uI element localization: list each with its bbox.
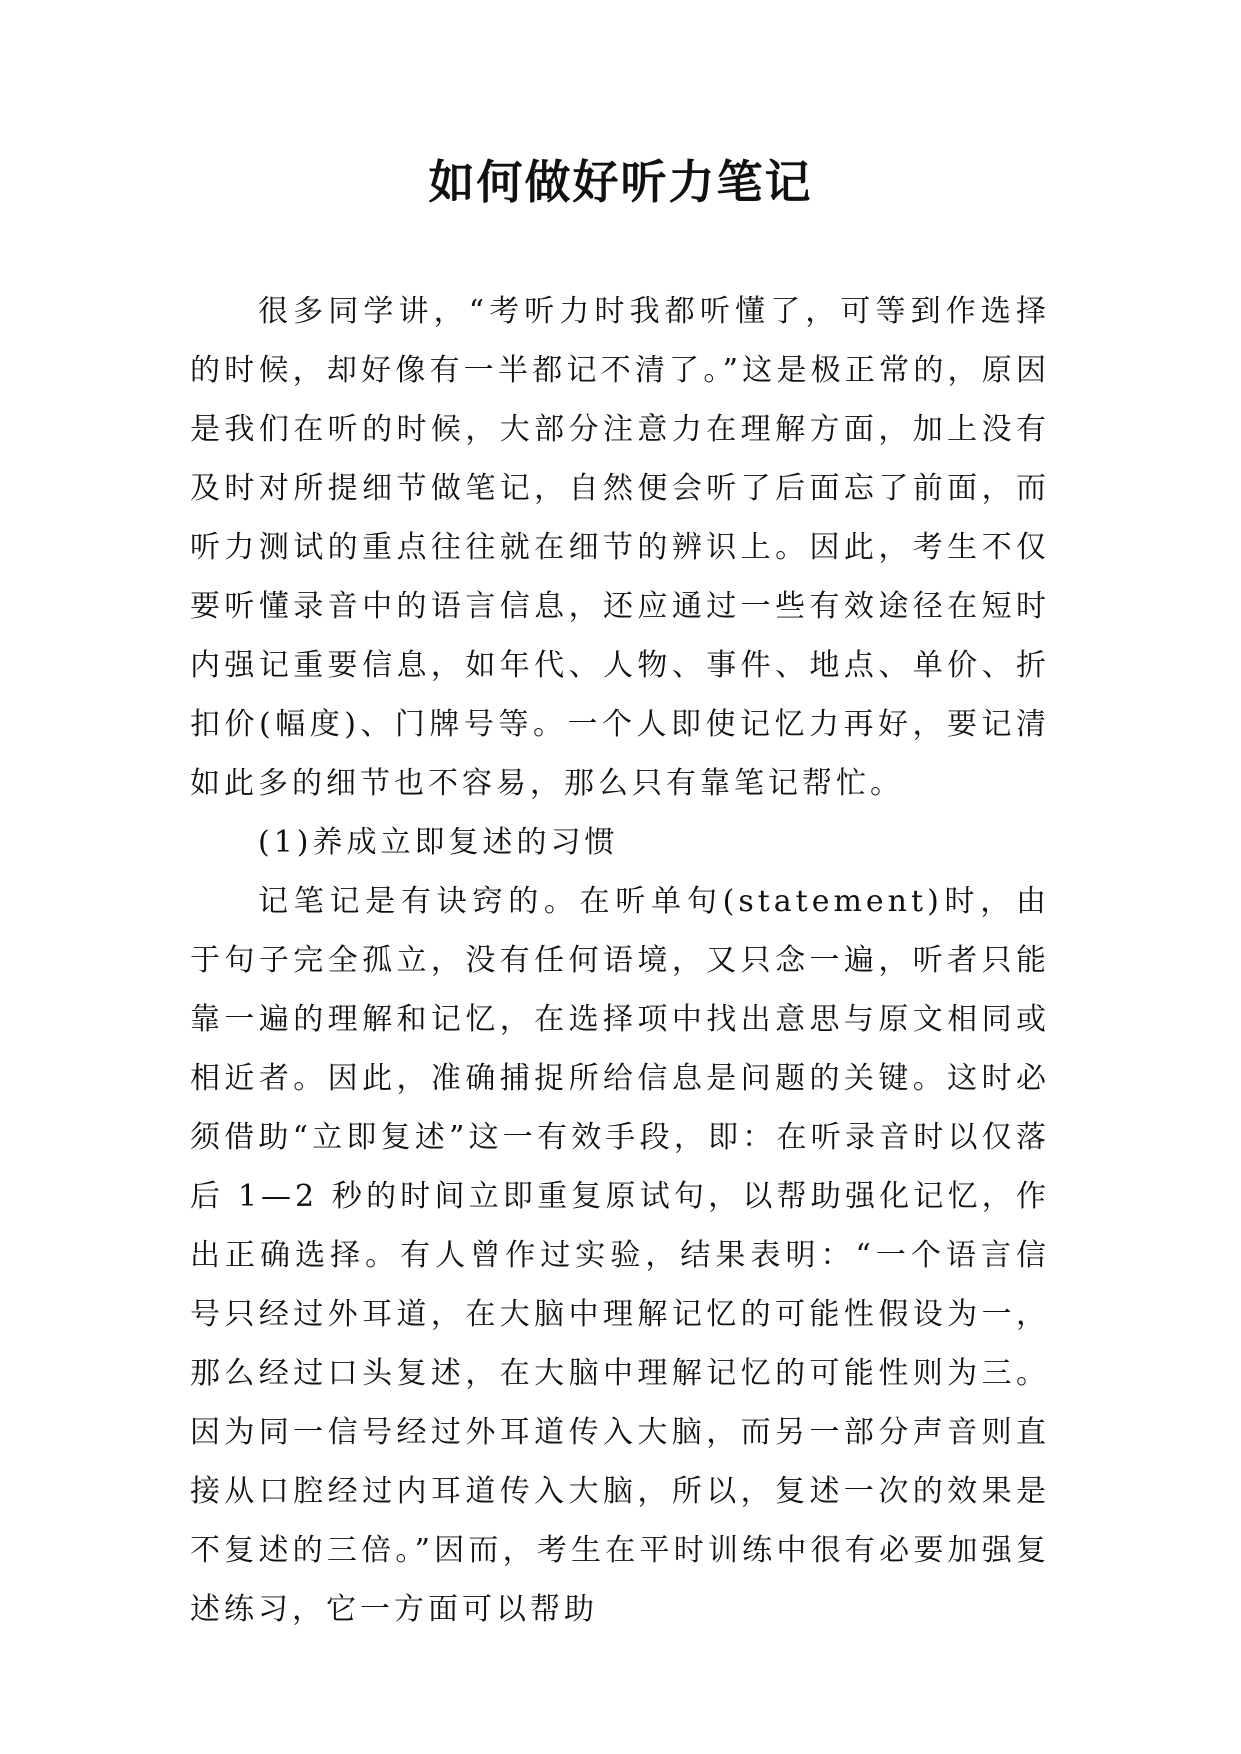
paragraph-note-taking: 记笔记是有诀窍的。在听单句(statement)时，由于句子完全孤立，没有任何语境，又只念一遍，听者只能靠一遍的理解和记忆，在选择项中找出意思与原文相同或相近者。因此，准确捕捉所给信息是问题的关键。这时必须借助“立即复述”这一有效手段，即：在听录音时以仅落后 1—2 秒的时间立即重复原试句，以帮助强化记忆，作出正确选择。有人曾作过实验，结果表明：“一个语言信号只经过外耳道，在大脑中理解记忆的可能性假设为一，那么经过口头复述，在大脑中理解记忆的可能性则为三。因为同一信号经过外耳道传入大脑，而另一部分声音则直接从口腔经过内耳道传入大脑，所以，复述一次的效果是不复述的三倍。”因而，考生在平时训练中很有必要加强复述练习，它一方面可以帮助	[190, 884, 1050, 1627]
paragraph-intro: 很多同学讲，“考听力时我都听懂了，可等到作选择的时候，却好像有一半都记不清了。”这是极正常的，原因是我们在听的时候，大部分注意力在理解方面，加上没有及时对所提细节做笔记，自然便会听了后面忘了前面，而听力测试的重点往往就在细节的辨识上。因此，考生不仅要听懂录音中的语言信息，还应通过一些有效途径在短时内强记重要信息，如年代、人物、事件、地点、单价、折扣价(幅度)、门牌号等。一个人即使记忆力再好，要记清如此多的细节也不容易，那么只有靠笔记帮忙。	[190, 294, 1050, 801]
document-title: 如何做好听力笔记	[428, 155, 813, 209]
paragraph-section-heading: (1)养成立即复述的习惯	[258, 825, 619, 860]
document-body	[190, 282, 1050, 1639]
